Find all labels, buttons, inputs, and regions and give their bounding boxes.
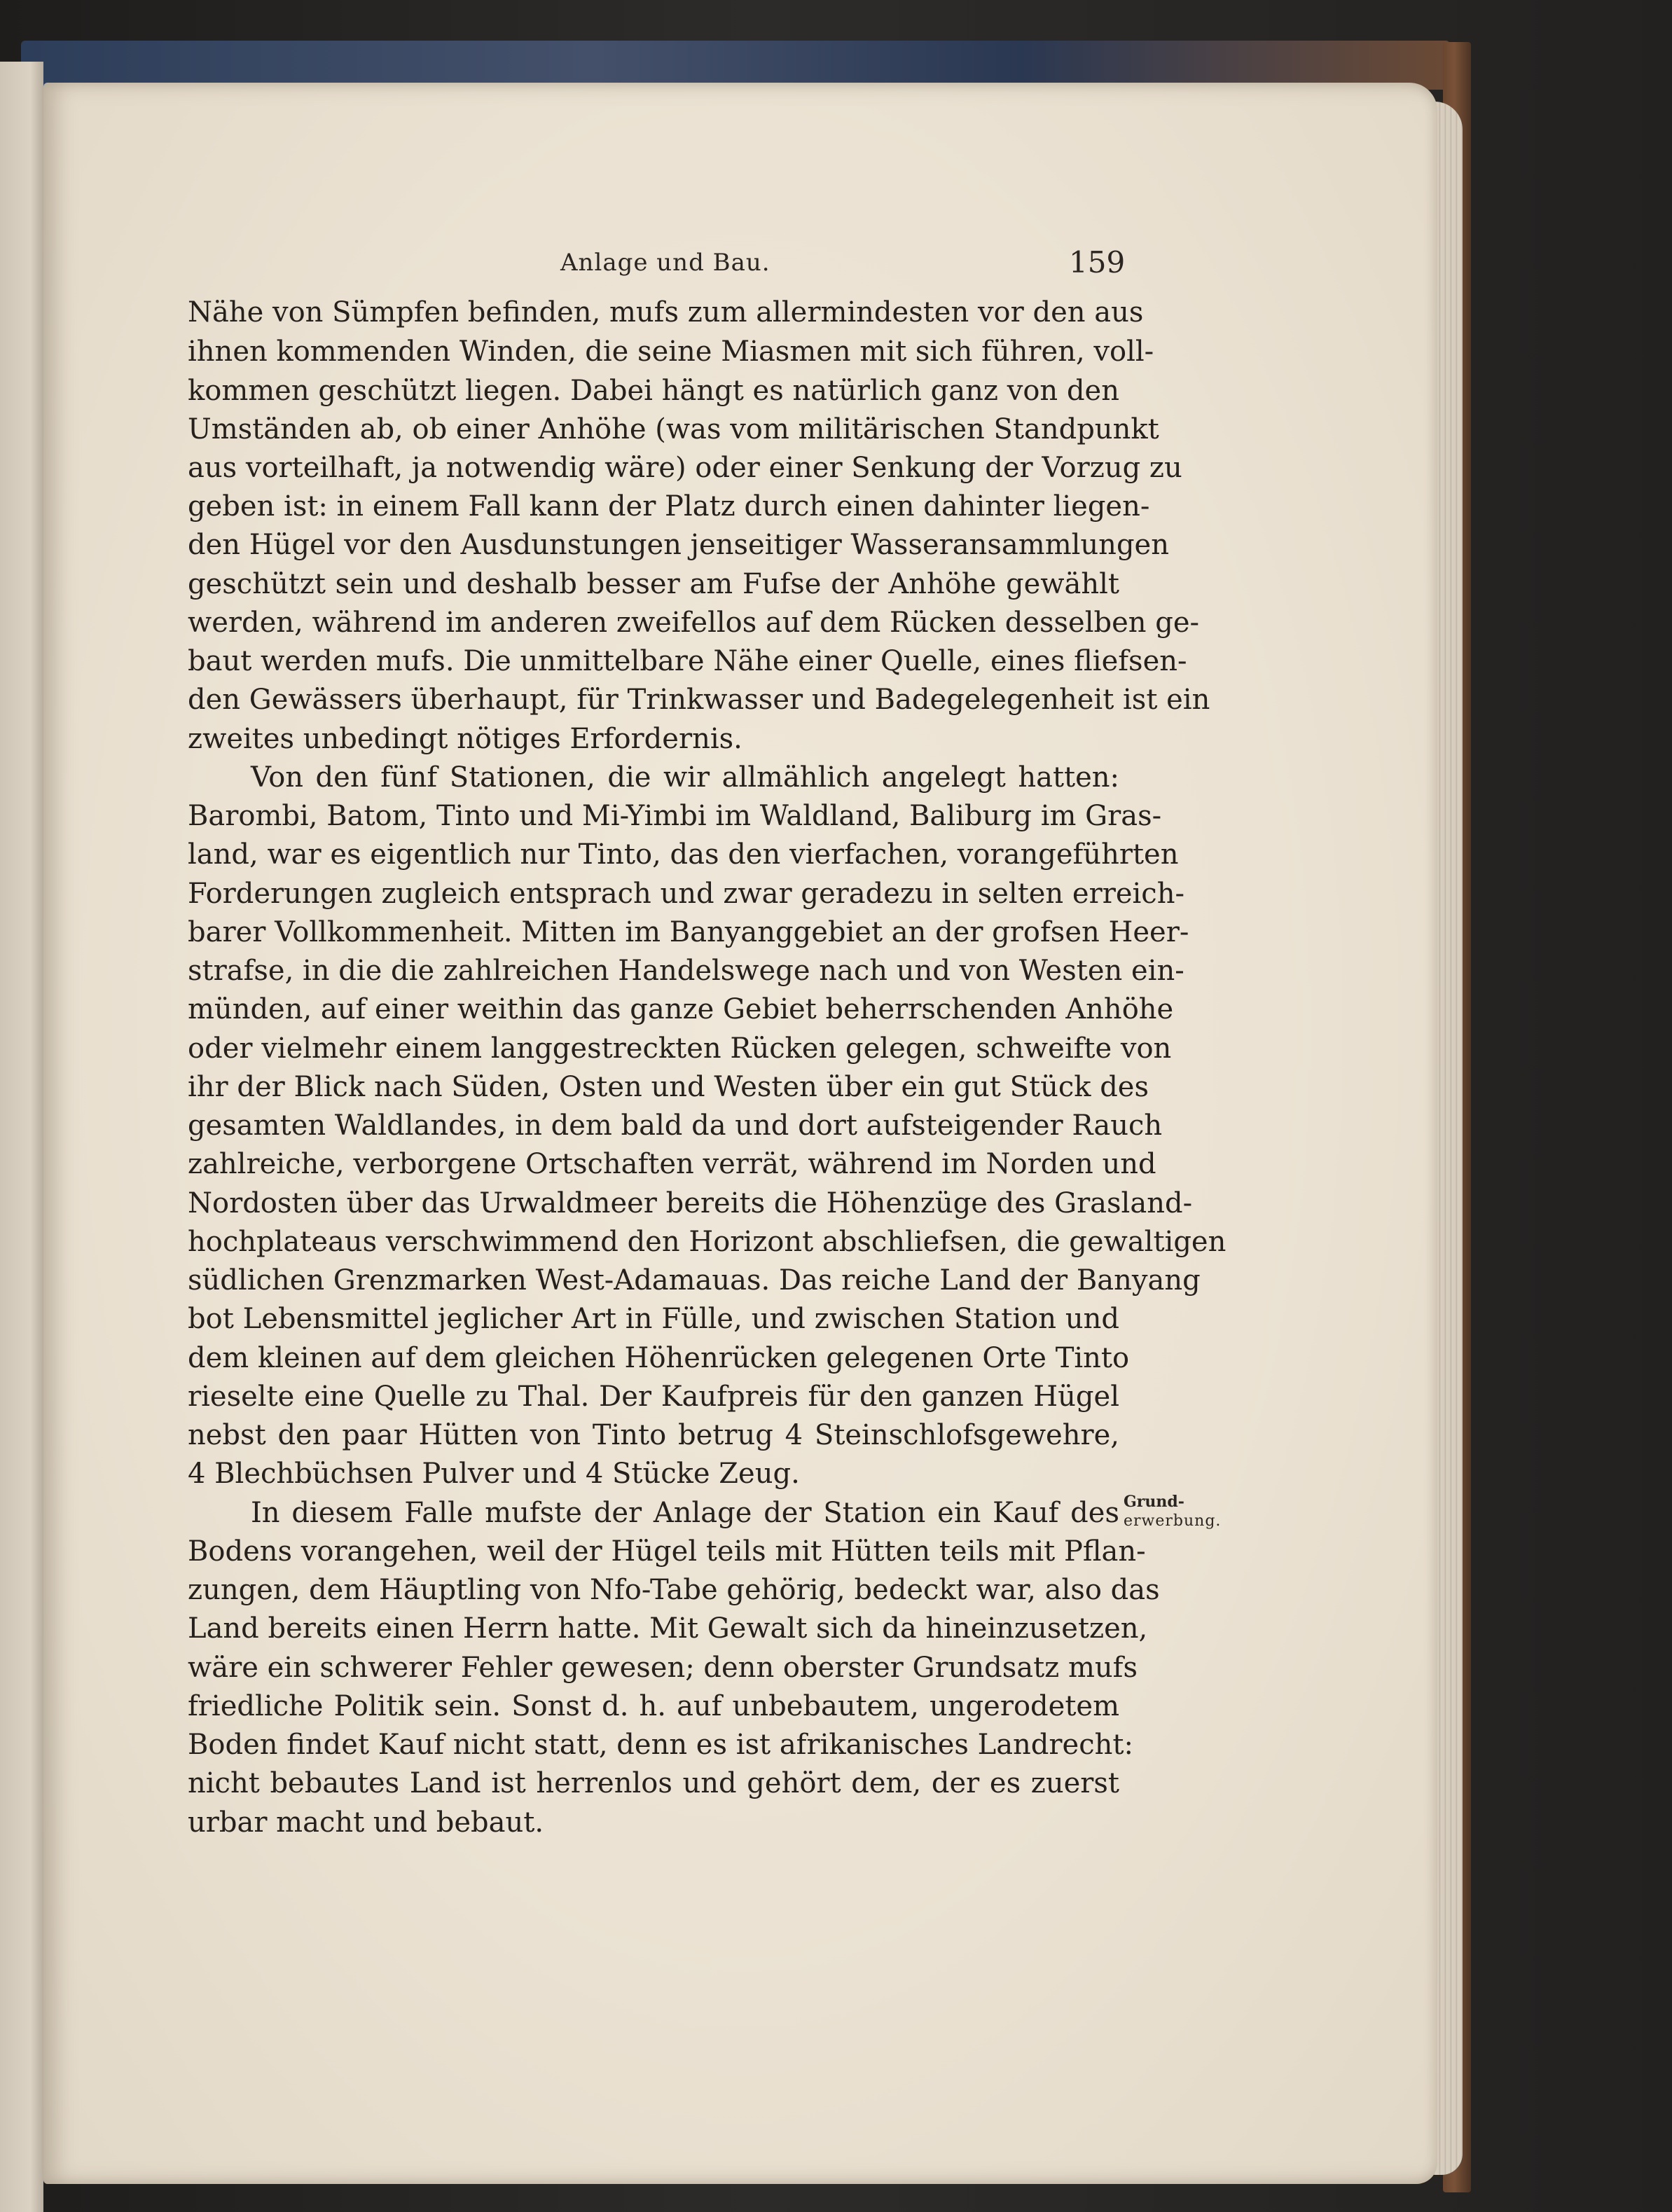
text-line: den Hügel vor den Ausdunstungen jenseitiger Wasseransammlungen bbox=[188, 529, 1169, 561]
text-line: nebst den paar Hütten von Tinto betrug 4 Steinschlofsgewehre, bbox=[188, 1419, 1119, 1451]
text-line: zweites unbedingt nötiges Erfordernis. bbox=[188, 723, 742, 755]
text-line: den Gewässers überhaupt, für Trinkwasser und Badegelegenheit ist ein bbox=[188, 684, 1210, 716]
text-line: hochplateaus verschwimmend den Horizont abschliefsen, die gewaltigen bbox=[188, 1226, 1227, 1258]
running-title: Anlage und Bau. bbox=[560, 249, 771, 277]
text-line: 4 Blechbüchsen Pulver und 4 Stücke Zeug. bbox=[188, 1458, 800, 1490]
text-line: zungen, dem Häuptling von Nfo-Tabe gehörig, bedeckt war, also das bbox=[188, 1574, 1160, 1606]
facing-page-fragment bbox=[0, 62, 43, 2212]
text-line: Land bereits einen Herrn hatte. Mit Gewalt sich da hineinzusetzen, bbox=[188, 1612, 1148, 1645]
margin-note bbox=[1124, 1492, 1221, 1531]
text-line: strafse, in die die zahlreichen Handelswege nach und von Westen ein- bbox=[188, 955, 1184, 987]
text-line: münden, auf einer weithin das ganze Gebiet beherrschenden Anhöhe bbox=[188, 993, 1174, 1025]
text-line: Von den fünf Stationen, die wir allmählich angelegt hatten: bbox=[251, 761, 1119, 794]
text-line: nicht bebautes Land ist herrenlos und gehört dem, der es zuerst bbox=[188, 1767, 1119, 1799]
text-line: rieselte eine Quelle zu Thal. Der Kaufpreis für den ganzen Hügel bbox=[188, 1381, 1119, 1413]
text-line: barer Vollkommenheit. Mitten im Banyanggebiet an der grofsen Heer- bbox=[188, 916, 1189, 948]
text-line: Barombi, Batom, Tinto und Mi-Yimbi im Waldland, Baliburg im Gras- bbox=[188, 800, 1162, 832]
text-line: Nähe von Sümpfen befinden, mufs zum allermindesten vor den aus bbox=[188, 296, 1144, 329]
text-line: Bodens vorangehen, weil der Hügel teils mit Hütten teils mit Pflan- bbox=[188, 1535, 1146, 1568]
text-line: land, war es eigentlich nur Tinto, das den vierfachen, vorangeführten bbox=[188, 838, 1179, 871]
text-line: südlichen Grenzmarken West-Adamauas. Das reiche Land der Banyang bbox=[188, 1264, 1201, 1297]
text-line: Nordosten über das Urwaldmeer bereits die Höhenzüge des Grasland- bbox=[188, 1187, 1193, 1219]
text-line: bot Lebensmittel jeglicher Art in Fülle, und zwischen Station und bbox=[188, 1303, 1119, 1335]
text-line: werden, während im anderen zweifellos auf dem Rücken desselben ge- bbox=[188, 607, 1200, 639]
text-line: ihr der Blick nach Süden, Osten und Westen über ein gut Stück des bbox=[188, 1071, 1149, 1103]
text-line: urbar macht und bebaut. bbox=[188, 1806, 544, 1839]
text-line: Umständen ab, ob einer Anhöhe (was vom militärischen Standpunkt bbox=[188, 413, 1159, 445]
text-line: dem kleinen auf dem gleichen Höhenrücken gelegenen Orte Tinto bbox=[188, 1342, 1130, 1374]
page-number: 159 bbox=[1069, 245, 1126, 279]
text-line: geschützt sein und deshalb besser am Fufse der Anhöhe gewählt bbox=[188, 568, 1119, 600]
text-line: zahlreiche, verborgene Ortschaften verrät, während im Norden und bbox=[188, 1148, 1156, 1180]
text-line: ihnen kommenden Winden, die seine Miasmen mit sich führen, voll- bbox=[188, 336, 1154, 368]
text-line: In diesem Falle mufste der Anlage der Station ein Kauf des bbox=[251, 1497, 1119, 1529]
text-line: kommen geschützt liegen. Dabei hängt es natürlich ganz von den bbox=[188, 375, 1119, 407]
text-line: gesamten Waldlandes, in dem bald da und dort aufsteigender Rauch bbox=[188, 1110, 1163, 1142]
text-line: Boden findet Kauf nicht statt, denn es ist afrikanisches Landrecht: bbox=[188, 1729, 1133, 1761]
text-line: friedliche Politik sein. Sonst d. h. auf unbebautem, ungerodetem bbox=[188, 1690, 1119, 1722]
text-line: Forderungen zugleich entsprach und zwar geradezu in selten erreich- bbox=[188, 878, 1184, 910]
text-line: oder vielmehr einem langgestreckten Rücken gelegen, schweifte von bbox=[188, 1032, 1172, 1065]
margin-note-line: Grund- bbox=[1124, 1493, 1184, 1511]
text-line: geben ist: in einem Fall kann der Platz durch einen dahinter liegen- bbox=[188, 490, 1150, 523]
text-line: wäre ein schwerer Fehler gewesen; denn oberster Grundsatz mufs bbox=[188, 1652, 1138, 1684]
text-line: aus vorteilhaft, ja notwendig wäre) oder einer Senkung der Vorzug zu bbox=[188, 452, 1182, 484]
text-line: baut werden mufs. Die unmittelbare Nähe einer Quelle, eines fliefsen- bbox=[188, 645, 1187, 677]
margin-note-line: erwerbung. bbox=[1124, 1512, 1222, 1530]
